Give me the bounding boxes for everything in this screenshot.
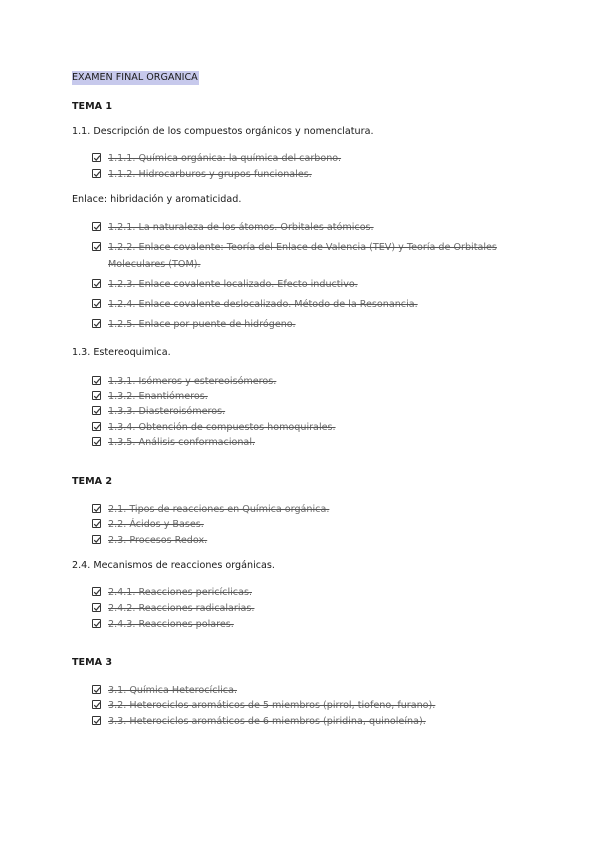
checkbox-checked-icon[interactable]: [92, 169, 101, 178]
checkbox-checked-icon[interactable]: [92, 519, 101, 528]
checklist-item[interactable]: [92, 616, 512, 633]
checklist-item-label: 1.3.4. Obtención de compuestos homoquirales.: [108, 422, 336, 433]
checklist-item[interactable]: [92, 516, 512, 533]
checkbox-checked-icon[interactable]: [92, 700, 101, 709]
checklist-item[interactable]: [92, 532, 512, 549]
checklist-item-label: 1.3.5. Análisis conformacional.: [108, 437, 256, 448]
checklist-item-label: 2.4.2. Reacciones radicalarias.: [108, 603, 255, 614]
checkbox-checked-icon[interactable]: [92, 222, 101, 231]
checklist-item-label: 3.2. Heterociclos aromáticos de 5 miembros (pirrol, tiofeno, furano).: [108, 700, 436, 711]
checkbox-checked-icon[interactable]: [92, 299, 101, 308]
checklist-item[interactable]: [92, 316, 512, 333]
checklist-item[interactable]: [92, 584, 512, 601]
tema-3-heading: TEMA 3: [72, 657, 113, 668]
checklist-item[interactable]: [92, 434, 512, 451]
checklist-item-label: 2.1. Tipos de reacciones en Química orgánica.: [108, 504, 330, 515]
checklist-item-label: 1.2.3. Enlace covalente localizado. Efecto inductivo.: [108, 279, 358, 290]
section-enlace: Enlace: hibridación y aromaticidad.: [72, 194, 242, 205]
checkbox-checked-icon[interactable]: [92, 406, 101, 415]
checkbox-checked-icon[interactable]: [92, 437, 101, 446]
tema-2-heading: TEMA 2: [72, 476, 113, 487]
checklist-item[interactable]: [92, 166, 512, 183]
checkbox-checked-icon[interactable]: [92, 504, 101, 513]
checkbox-checked-icon[interactable]: [92, 279, 101, 288]
checklist-item[interactable]: [92, 697, 512, 714]
checklist-item-label: 1.1.1. Química orgánica: la química del carbono.: [108, 153, 342, 164]
checkbox-checked-icon[interactable]: [92, 619, 101, 628]
checklist-item-label: 2.4.3. Reacciones polares.: [108, 619, 234, 630]
checkbox-checked-icon[interactable]: [92, 587, 101, 596]
checklist-item-label: 1.2.1. La naturaleza de los átomos. Orbitales atómicos.: [108, 222, 374, 233]
checklist-item-label: 1.3.1. Isómeros y estereoisómeros.: [108, 376, 277, 387]
checkbox-checked-icon[interactable]: [92, 685, 101, 694]
checklist-item-label: 2.4.1. Reacciones pericíclicas.: [108, 587, 252, 598]
checklist-item[interactable]: [92, 600, 512, 617]
checklist-item-label: 1.2.4. Enlace covalente deslocalizado. Método de la Resonancia.: [108, 299, 418, 310]
checklist-item[interactable]: [92, 296, 512, 313]
checkbox-checked-icon[interactable]: [92, 603, 101, 612]
checkbox-checked-icon[interactable]: [92, 391, 101, 400]
checklist-item-label: 3.1. Química Heterocíclica.: [108, 685, 238, 696]
checklist-item-label: 2.2. Ácidos y Bases.: [108, 519, 204, 530]
checklist-item-label: 3.3. Heterociclos aromáticos de 6 miembros (piridina, quinoleína).: [108, 716, 426, 727]
checkbox-checked-icon[interactable]: [92, 319, 101, 328]
checklist-item[interactable]: [92, 276, 512, 293]
checkbox-checked-icon[interactable]: [92, 376, 101, 385]
section-2-4: 2.4. Mecanismos de reacciones orgánicas.: [72, 560, 275, 571]
section-1-1: 1.1. Descripción de los compuestos orgánicos y nomenclatura.: [72, 126, 374, 137]
checkbox-checked-icon[interactable]: [92, 242, 101, 251]
checkbox-checked-icon[interactable]: [92, 153, 101, 162]
checklist-item-label: 1.3.3. Diasteroisómeros.: [108, 406, 226, 417]
checkbox-checked-icon[interactable]: [92, 535, 101, 544]
checklist-item[interactable]: [92, 403, 512, 420]
checklist-item[interactable]: [92, 713, 512, 730]
checklist-item-label: 1.1.2. Hidrocarburos y grupos funcionales.: [108, 169, 312, 180]
checkbox-checked-icon[interactable]: [92, 422, 101, 431]
checklist-item-label: 1.2.2. Enlace covalente: Teoría del Enlace de Valencia (TEV) y Teoría de Orbitales Moleculares (TOM).: [108, 242, 497, 270]
checkbox-checked-icon[interactable]: [92, 716, 101, 725]
checklist-item-label: 2.3. Procesos Redox.: [108, 535, 208, 546]
checklist-item[interactable]: [92, 239, 512, 273]
tema-1-heading: TEMA 1: [72, 101, 113, 112]
checklist-item-label: 1.2.5. Enlace por puente de hidrógeno.: [108, 319, 296, 330]
checklist-item[interactable]: [92, 219, 512, 236]
checklist-item[interactable]: [92, 150, 512, 167]
section-1-3: 1.3. Estereoquimica.: [72, 347, 171, 358]
document-title: EXAMEN FINAL ORGANICA: [72, 72, 198, 83]
checklist-item-label: 1.3.2. Enantiómeros.: [108, 391, 208, 402]
